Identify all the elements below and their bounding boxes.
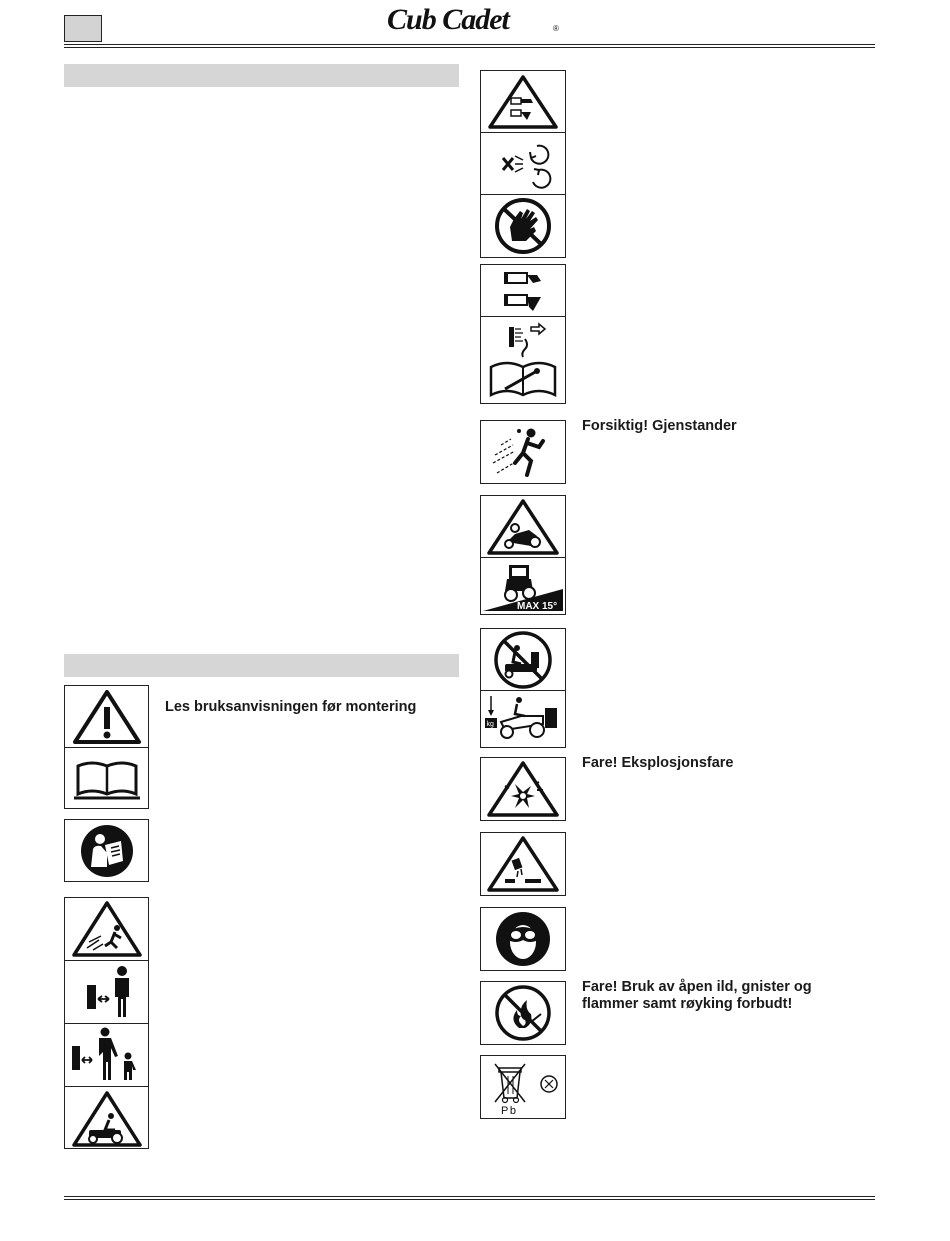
no-riders-prohibited-icon [491,630,555,690]
corrosive-symbol [480,832,566,896]
no-open-flame-icon [493,984,553,1042]
blade-triangle-cell [481,71,565,133]
explosion-triangle-icon [485,760,561,818]
read-manual-cell [65,820,148,881]
open-book-icon [72,756,142,802]
rollover-triangle-icon [485,498,561,556]
rotating-blade-cell [481,133,565,195]
max-slope-cell [481,558,565,614]
registered-mark: ® [553,24,559,33]
keep-distance-children-cell [65,1024,148,1087]
rollover-triangle-cell [481,496,565,558]
explosion-label: Fare! Eksplosjonsfare [582,755,734,771]
blade-hazard-symbol-group [480,70,566,258]
read-manual-symbol [64,819,149,882]
safety-goggles-icon [494,910,552,968]
eye-protection-symbol [480,907,566,971]
thrown-objects-person-cell [481,421,565,483]
read-manual-icon [79,823,135,879]
no-riders-cell [481,629,565,691]
fire-label [582,979,812,1013]
thrown-objects-symbol [480,420,566,484]
thrown-objects-cell [65,898,148,961]
weight-limit-icon [481,692,565,746]
fire-label-line-1: Fare! Bruk av åpen ild, gnister og [582,979,812,995]
pb-text: Pb [501,1105,518,1116]
warning-triangle-icon [72,689,142,745]
remove-key-icon [487,267,559,315]
keep-distance-adult-icon [71,963,143,1021]
max-slope-text: MAX 15° [517,601,558,612]
fire-label-line-2: flammer samt røyking forbudt! [582,996,793,1012]
kg-text: kg [486,721,494,728]
no-fire-cell [481,982,565,1044]
footer-rule-bottom [64,1199,875,1200]
footer-rule-top [64,1196,875,1197]
manual-warning-symbol-group [64,685,149,809]
read-service-manual-cell [481,317,565,403]
hand-prohibited-icon [494,197,552,255]
header-rule-top [64,44,875,45]
keep-distance-children-icon [68,1026,146,1084]
explosion-cell [481,758,565,820]
no-passengers-triangle-cell [65,1087,148,1150]
no-fire-symbol [480,981,566,1045]
bystander-safety-symbol-group [64,897,149,1149]
cub-cadet-logo [385,2,565,38]
maintenance-symbol-group [480,264,566,404]
remove-key-cell [481,265,565,317]
battery-disposal-cell [481,1056,565,1118]
service-manual-icon [485,319,561,401]
warning-triangle-cell [65,686,148,748]
header-rule-bottom [64,47,875,48]
no-hands-cell [481,195,565,257]
thrown-objects-label: Forsiktig! Gjenstander [582,418,737,434]
corrosive-cell [481,833,565,895]
thrown-objects-person-icon [485,423,561,481]
no-riders-symbol-group [480,628,566,748]
section-header-bar-1 [64,64,459,87]
max-slope-icon [481,559,565,613]
brand-text: Cub Cadet [387,3,509,36]
section-header-bar-2 [64,654,459,677]
keep-distance-adult-cell [65,961,148,1024]
battery-disposal-symbol [480,1055,566,1119]
key-removal-triangle-icon [487,74,559,130]
crossed-bin-icon [483,1058,563,1116]
manual-book-cell [65,748,148,810]
page-number-box [64,15,102,42]
slope-warning-symbol-group [480,495,566,615]
corrosive-triangle-icon [485,835,561,893]
rotating-blade-icon [487,136,559,192]
eye-protection-cell [481,908,565,970]
mower-rider-triangle-icon [71,1090,143,1148]
thrown-objects-triangle-icon [71,900,143,958]
explosion-symbol [480,757,566,821]
read-manual-label: Les bruksanvisningen før montering [165,699,417,715]
weight-limit-cell [481,691,565,747]
